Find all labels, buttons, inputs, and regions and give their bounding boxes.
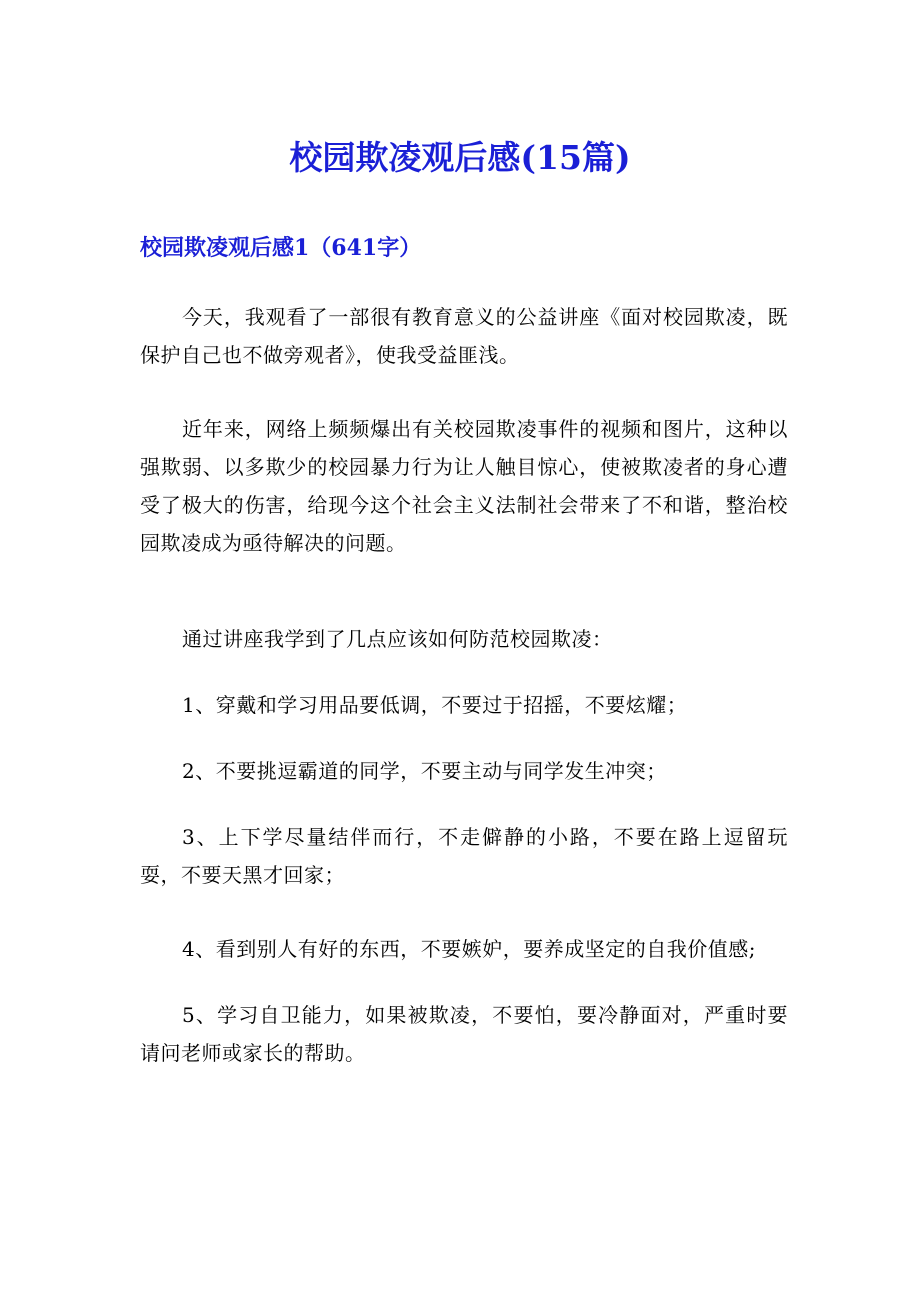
section-heading: 校园欺凌观后感1（641字） — [140, 235, 422, 261]
paragraph-lessons-intro: 通过讲座我学到了几点应该如何防范校园欺凌： — [182, 627, 613, 651]
list-item-1: 1、穿戴和学习用品要低调，不要过于招摇，不要炫耀； — [182, 693, 688, 717]
document-title: 校园欺凌观后感(15篇) — [289, 138, 631, 177]
paragraph-background: 近年来，网络上频频爆出有关校园欺凌事件的视频和图片，这种以强欺弱、以多欺少的校园暴力行为让人触目惊心，使被欺凌者的身心遭受了极大的伤害，给现今这个社会主义法制社会带来了不和谐，整治校园欺凌成为亟待解决的问题。 — [140, 417, 788, 555]
paragraph-intro: 今天，我观看了一部很有教育意义的公益讲座《面对校园欺凌，既保护自己也不做旁观者》，使我受益匪浅。 — [140, 305, 788, 367]
list-item-3: 3、上下学尽量结伴而行，不走僻静的小路，不要在路上逗留玩耍，不要天黑才回家； — [140, 825, 788, 887]
list-item-2: 2、不要挑逗霸道的同学，不要主动与同学发生冲突； — [182, 759, 667, 783]
list-item-4: 4、看到别人有好的东西，不要嫉妒，要养成坚定的自我价值感; — [182, 937, 756, 961]
list-item-5: 5、学习自卫能力，如果被欺凌，不要怕，要冷静面对，严重时要请问老师或家长的帮助。 — [140, 1003, 788, 1065]
